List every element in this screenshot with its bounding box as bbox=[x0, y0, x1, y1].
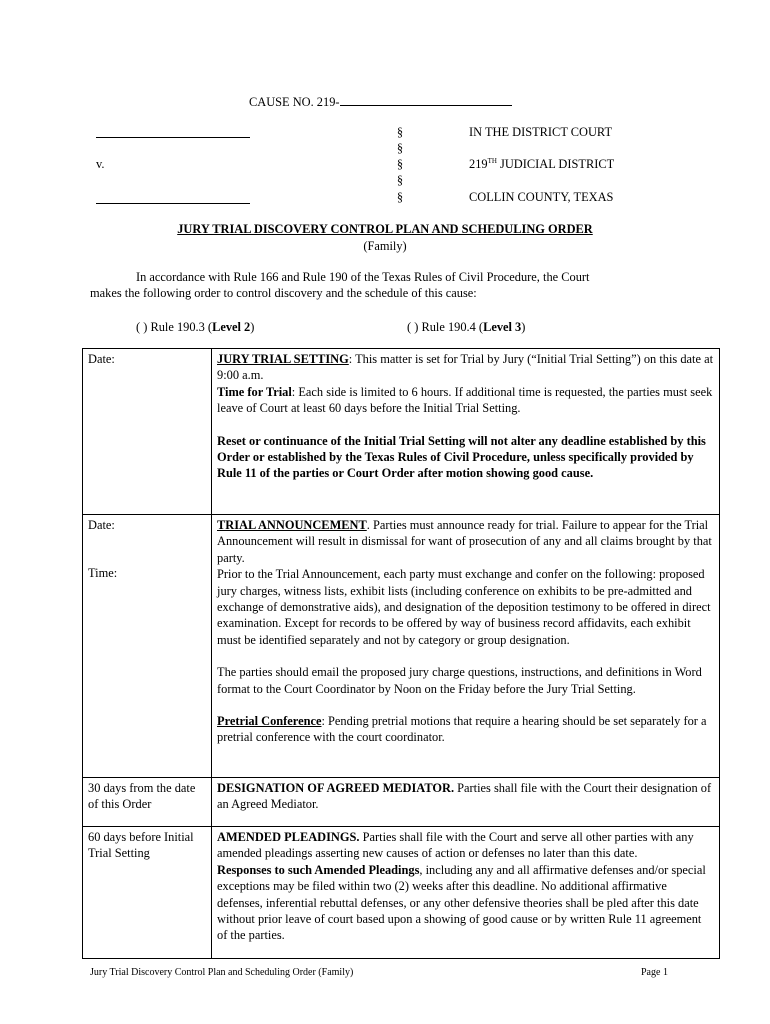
level-3-option[interactable]: ( ) Rule 190.4 (Level 3) bbox=[407, 320, 526, 334]
amended-pleadings-heading: AMENDED PLEADINGS. bbox=[217, 830, 360, 844]
section-mark: § bbox=[396, 173, 404, 187]
table-row bbox=[83, 827, 720, 959]
agreed-mediator-heading: DESIGNATION OF AGREED MEDIATOR. bbox=[217, 781, 455, 795]
responses-amended-pleadings-label: Responses to such Amended Pleadings bbox=[217, 862, 420, 877]
table-row bbox=[83, 778, 720, 827]
row-content-cell: AMENDED PLEADINGS. Parties shall file with the Court and serve all other parties with any amended pleadings asserting new causes of action or defenses no later than this date. Responses to such Amended Pleadings, including any and all affirmative defenses and/or special exceptions may be filed within two (2) weeks after this deadline. No additional affirmative defenses, inferential rebuttal defenses, or any other defensive theories shall be pled after this date without prior leave of court based upon a showing of good cause or by written Rule 11 agreement of the parties. bbox=[212, 827, 720, 959]
table-row bbox=[83, 349, 720, 515]
level-2-option[interactable]: ( ) Rule 190.3 (Level 2) bbox=[136, 320, 255, 334]
section-mark: § bbox=[396, 190, 404, 204]
row-date-cell: 60 days before Initial Trial Setting bbox=[83, 827, 212, 959]
court-line-2: 219TH JUDICIAL DISTRICT bbox=[469, 156, 615, 171]
intro-line-1: In accordance with Rule 166 and Rule 190 of the Texas Rules of Civil Procedure, the Court bbox=[136, 270, 590, 284]
respondent-blank-line bbox=[96, 202, 250, 204]
row-content-cell: TRIAL ANNOUNCEMENT. Parties must announce ready for trial. Failure to appear for the Trial Announcement will result in dismissal for want of prosecution of any and all claims brought by that party. Prior to the Trial Announcement, each party must exchange and confer on the following: proposed jury charges, witness lists, exhibit lists (including conference on exhibits to be pre-admitted and exchange of demonstrative aids), and designation of the deposition testimony to be offered in direct examination. Except for records to be offered by way of business record affidavits, each exhibit must be identified separately and not by category or group designation. The parties should email the proposed jury charge questions, instructions, and definitions in Word format to the Court Coordinator by Noon on the Friday before the Jury Trial Setting. Pretrial Conference: Pending pretrial motions that require a hearing should be set separately for a pretrial conference with the court coordinator. bbox=[212, 515, 720, 778]
versus-label: v. bbox=[96, 157, 105, 171]
section-mark: § bbox=[396, 157, 404, 171]
court-line-3: COLLIN COUNTY, TEXAS bbox=[469, 190, 614, 204]
page-number: Page 1 bbox=[641, 967, 668, 978]
cause-number bbox=[249, 93, 512, 110]
intro-line-2: makes the following order to control discovery and the schedule of this cause: bbox=[90, 286, 477, 301]
footer-title: Jury Trial Discovery Control Plan and Scheduling Order (Family) bbox=[90, 967, 354, 978]
time-for-trial-label: Time for Trial bbox=[217, 384, 292, 399]
table-row bbox=[83, 515, 720, 778]
cause-number-label: CAUSE NO. 219- bbox=[249, 95, 340, 109]
reset-continuance-notice: Reset or continuance of the Initial Trial Setting will not alter any deadline established by this Order or established by the Texas Rules of Civil Procedure, unless specifically provided by Rule 11 of the parties or Court Order after motion showing good cause. bbox=[217, 433, 706, 481]
row-content-cell: JURY TRIAL SETTING: This matter is set for Trial by Jury (“Initial Trial Setting”) on this date at 9:00 a.m. Time for Trial: Each side is limited to 6 hours. If additional time is requested, the parties must seek leave of Court at least 60 days before the Initial Trial Setting. Reset or continuance of the Initial Trial Setting will not alter any deadline established by this Order or established by the Texas Rules of Civil Procedure, unless specifically provided by Rule 11 of the parties or Court Order after motion showing good cause. bbox=[212, 349, 720, 515]
row-date-cell: Date: Time: bbox=[83, 515, 212, 778]
section-mark: § bbox=[396, 141, 404, 155]
schedule-table bbox=[82, 348, 720, 959]
court-line-1: IN THE DISTRICT COURT bbox=[469, 125, 613, 139]
row-content-cell: DESIGNATION OF AGREED MEDIATOR. Parties shall file with the Court their designation of an Agreed Mediator. bbox=[212, 778, 720, 827]
jury-trial-setting-heading: JURY TRIAL SETTING bbox=[217, 352, 349, 366]
cause-number-blank bbox=[340, 93, 512, 106]
petitioner-blank-line bbox=[96, 136, 250, 138]
row-date-cell: 30 days from the date of this Order bbox=[83, 778, 212, 827]
pretrial-conference-heading: Pretrial Conference bbox=[217, 714, 322, 729]
section-mark: § bbox=[396, 125, 404, 139]
trial-announcement-heading: TRIAL ANNOUNCEMENT bbox=[217, 518, 367, 532]
intro-paragraph bbox=[90, 269, 690, 302]
document-title: JURY TRIAL DISCOVERY CONTROL PLAN AND SCHEDULING ORDER bbox=[177, 222, 593, 236]
row-date-cell: Date: bbox=[83, 349, 212, 515]
document-subtitle: (Family) bbox=[363, 239, 407, 253]
